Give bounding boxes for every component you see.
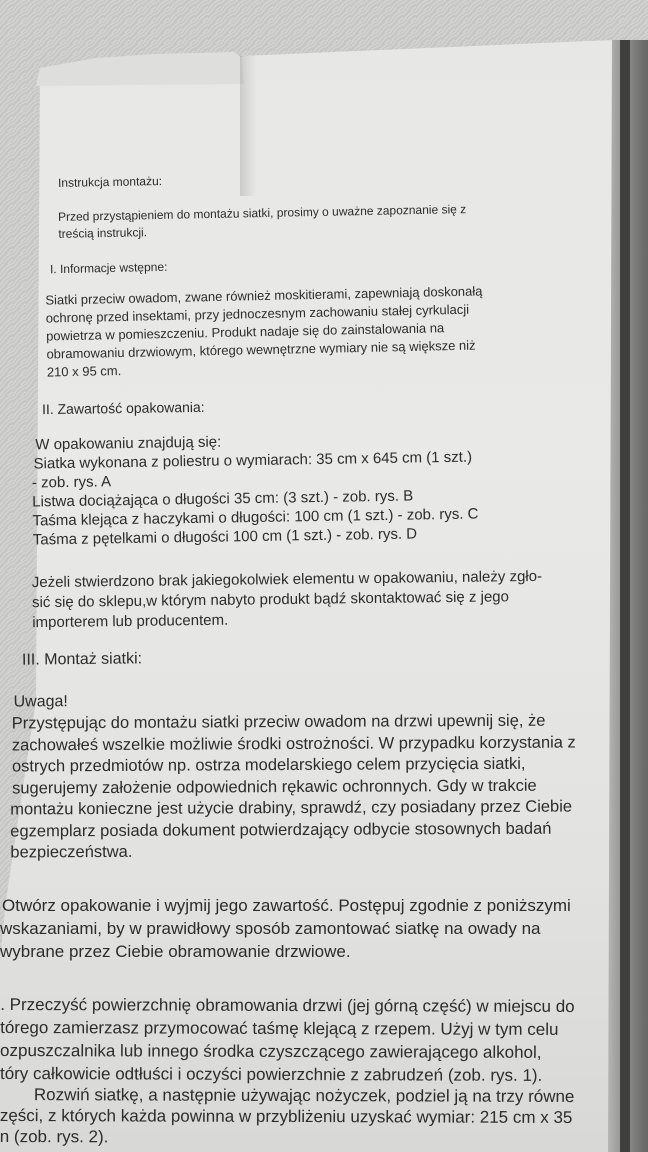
intro-paragraph xyxy=(58,185,467,240)
section1-line: powietrza w pomieszczeniu. Produkt nadaje się do zainstalowania na xyxy=(45,320,445,344)
flap-shadow xyxy=(240,56,256,196)
warning-line: bezpieczeństwa. xyxy=(10,842,133,862)
section2-list xyxy=(29,426,479,547)
open-package-paragraph xyxy=(0,893,571,960)
warning-line: zachowałeś wszelkie możliwie środki ostrożności. W przypadku korzystania z xyxy=(11,733,576,754)
contents-line: Listwa dociążająca o długości 35 cm: (3 szt.) - zob. rys. B xyxy=(32,487,414,511)
section1-heading-text: I. Informacje wstępne: xyxy=(49,259,168,277)
section1-paragraph xyxy=(45,278,484,378)
notice-line: Jeżeli stwierdzono brak jakiegokolwiek elementu w opakowaniu, należy zgło- xyxy=(31,567,543,592)
step-line: zęści, z których każda powinna w przybliżeniu uzyskać wymiar: 215 cm x 35 xyxy=(0,1105,573,1127)
contents-line: - zob. rys. A xyxy=(31,473,112,492)
contents-line: W opakowaniu znajdują się: xyxy=(35,433,222,454)
open-line: wskazaniami, by w prawidłowy sposób zamontować siatkę na owady na xyxy=(0,919,541,938)
step-line: n (zob. rys. 2). xyxy=(0,1126,109,1147)
box-side-edge xyxy=(620,40,630,1152)
document-title xyxy=(58,175,162,189)
section3-heading-text: III. Montaż siatki: xyxy=(21,650,143,669)
section1-line: ochronę przed insektami, przy jednoczesnym zachowaniu stałej cyrkulacji xyxy=(45,301,470,326)
step-line: ozpuszczalnika lub innego środka czyszczącego zawierającego alkohol, xyxy=(0,1040,542,1062)
open-line: Otwórz opakowanie i wyjmij jego zawartość. Postępuj zgodnie z poniższymi xyxy=(2,896,571,915)
intro-line: Przed przystąpieniem do montażu siatki, prosimy o uważne zapoznanie się z xyxy=(57,202,467,224)
section3-heading xyxy=(22,651,142,668)
step-line: tóry całkowicie odtłuści i oczyści powierzchnie z zabrudzeń (zob. rys. 1). xyxy=(0,1063,543,1085)
missing-items-notice xyxy=(32,565,543,630)
notice-line: importerem lub producentem. xyxy=(32,611,229,632)
warning-line: egzemplarz posiada dokument potwierdzający odbycie stosownych badań xyxy=(10,819,552,840)
warning-line: sugerujemy założenie odpowiednich rękawic ochronnych. Gdy w trakcie xyxy=(12,776,537,797)
section1-line: 210 x 95 cm. xyxy=(46,363,122,380)
steps-paragraph xyxy=(0,992,575,1147)
warning-line: ostrych przedmiotów np. ostrza modelarskiego celem przycięcia siatki, xyxy=(11,754,526,776)
step-line: . Przeczyść powierzchnię obramowania drzwi (jej górną część) w miejscu do xyxy=(0,994,575,1017)
intro-line: treścią instrukcji. xyxy=(58,225,148,241)
contents-line: Taśma klejąca z haczykami o długości: 100 cm (1 szt.) - zob. rys. C xyxy=(32,505,479,530)
section1-heading xyxy=(50,261,168,275)
warning-line: Przystępując do montażu siatki przeciw owadom na drzwi upewnij się, że xyxy=(11,711,546,733)
contents-line: Taśma z pętelkami o długości 100 cm (1 szt.) - zob. rys. D xyxy=(32,525,418,549)
contents-line: Siatka wykonana z poliestru o wymiarach: 35 cm x 645 cm (1 szt.) xyxy=(33,448,473,473)
warning-paragraph xyxy=(8,692,577,861)
section1-line: obramowaniu drzwiowym, którego wewnętrzne wymiary nie są większe niż xyxy=(46,337,476,362)
section2-heading-text: II. Zawartość opakowania: xyxy=(41,398,205,418)
section1-line: Siatki przeciw owadom, zwane również moskitierami, zapewniają doskonałą xyxy=(45,283,483,308)
warning-line: montażu konieczne jest użycie drabiny, sprawdź, czy posiadany przez Ciebie xyxy=(10,797,573,819)
title-line: Instrukcja montażu: xyxy=(57,174,163,190)
notice-line: sić się do sklepu,w którym nabyto produkt bądź skontaktować się z jego xyxy=(31,588,510,612)
step-line: tórego zamierzasz przymocować taśmę klejącą z rzepem. Użyj w tym celu xyxy=(0,1017,559,1039)
warning-label: Uwaga! xyxy=(13,693,68,711)
open-line: wybrane przez Ciebie obramowanie drzwiowe. xyxy=(0,942,351,961)
step-line: Rozwiń siatkę, a następnie używając nożyczek, podziel ją na trzy równe xyxy=(33,1085,575,1107)
section2-heading xyxy=(42,400,205,416)
